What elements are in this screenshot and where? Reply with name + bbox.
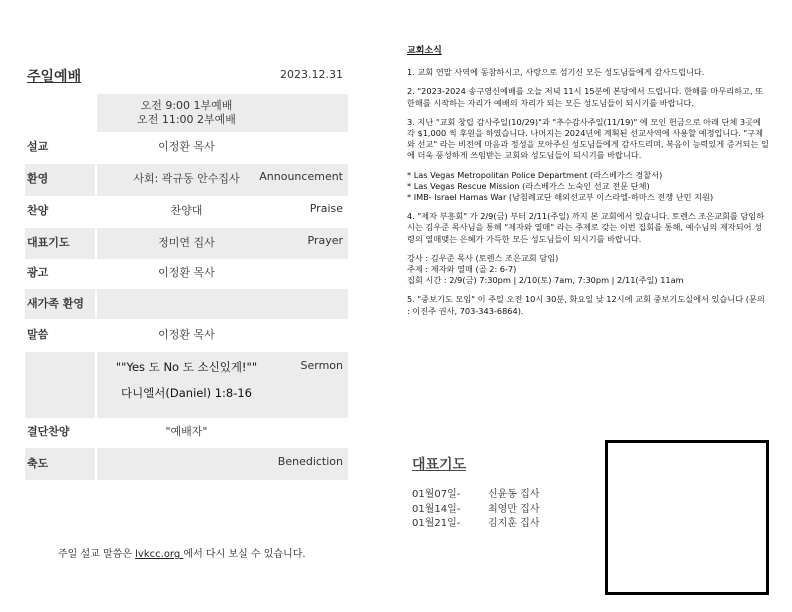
news-item-4: 4. "제자 부흥회" 가 2/9(금) 부터 2/11(주일) 까지 본 교회에서 있습니다. 토렌스 조은교회를 담임하시는 김우준 목사님을 통해 "제자와 열매" 라는 주제로 갖는 이번 집회를 통해, 예수님의 제자되어 성령의 열매맺는 은혜가 가득한 모든 성도님들이 되시기를 바랍니다.: [407, 211, 765, 244]
row-word: [25, 319, 348, 352]
news-item-5: 5. "중보기도 모임" 이 주일 오전 10시 30분, 화요일 낮 12시에 교회 중보기도실에서 있습니다 (문의 : 이진주 권사, 703-343-6864).: [407, 294, 765, 316]
news-item-2: 2. "2023-2024 송구영신예배를 오늘 저녁 11시 15분에 본당에서 드립니다. 한해를 마무리하고, 또 한해를 시작하는 자리가 예배의 자리가 되는 모든 성도님들이 되시기를 바랍니다.: [407, 86, 764, 108]
row-middle: 이정환 목사: [158, 266, 215, 279]
prayer-entry: [412, 488, 539, 503]
prayer-schedule: [412, 454, 539, 532]
prayer-date: 01월21일-: [412, 518, 461, 529]
prayer-name: 최영만 집사: [488, 503, 540, 515]
row-label: 결단찬양: [27, 425, 70, 438]
org-3: * IMB- Israel Hamas War (남침례교단 해외선교부 이스라엘-하마스 전쟁 난민 지원): [407, 192, 714, 203]
prayer-date: 01월07일-: [412, 489, 461, 500]
sermon-scripture: 다니엘서(Daniel) 1:8-16: [120, 386, 252, 400]
sermon-title: ""Yes 도 No 도 소신있게!"": [115, 360, 258, 374]
row-welcome: [25, 164, 348, 196]
row-label: 말씀: [27, 328, 49, 341]
footer-suffix: 에서 다시 보실 수 있습니다.: [183, 549, 306, 560]
prayer-schedule-list: [412, 488, 539, 532]
sermon-replay-note: [58, 545, 306, 560]
service-time-1: 오전 9:00 1부예배: [140, 99, 233, 112]
row-ads: [25, 259, 348, 289]
row-label: 찬양: [27, 204, 49, 217]
worship-date: 2023.12.31: [280, 68, 343, 81]
row-prayer: [25, 228, 348, 259]
row-label: 설교: [27, 140, 49, 153]
row-label: 새가족 환영: [27, 297, 84, 310]
row-sermon: [25, 352, 348, 418]
prayer-name: 김지훈 집사: [488, 518, 540, 529]
row-label: 광고: [27, 266, 49, 279]
revival-speaker: 강사 : 김우준 목사 (토렌스 조은교회 담임): [407, 252, 559, 263]
row-middle: 사회: 곽규동 안수집사: [133, 172, 240, 185]
prayer-name: 신윤동 집사: [488, 489, 540, 500]
worship-header: [25, 66, 348, 88]
worship-title: 주일예배: [27, 69, 82, 85]
row-decision-hymn: [25, 418, 348, 448]
row-new-family: [25, 289, 348, 319]
footer-prefix: 주일 설교 말씀은: [58, 549, 136, 560]
service-times-row: [25, 94, 348, 132]
row-right: Announcement: [259, 170, 343, 183]
news-item-1: 1. 교회 연말 사역에 동참하시고, 사랑으로 섬기신 모든 성도님들에게 감사드립니다.: [407, 67, 705, 78]
news-item-3: 3. 지난 "교회 창립 감사주일(10/29)"과 "추수감사주일(11/19)" 에 모인 헌금으로 아래 단체 3곳에 각 $1,000 씩 후원을 하였습니다. 나머지는 2024년에 계획된 선교사역에 사용할 예정입니다. "구제와 선교" 라는 비전에 마음과 정성을 모아주신 성도님들에게 감사드리며, 복음이 능력있게 증거되는 일에 더욱 풍성하게 쓰임받는 교회와 성도님들이 되시기를 바랍니다.: [407, 116, 769, 161]
row-middle: 이정환 목사: [158, 328, 215, 341]
prayer-date: 01월14일-: [412, 503, 461, 515]
church-news: [407, 46, 769, 325]
row-sermon-by: [25, 132, 348, 164]
website-link[interactable]: lvkcc.org: [135, 549, 184, 560]
row-middle: "예배자": [165, 425, 208, 438]
empty-image-frame: [605, 440, 769, 595]
row-right: Prayer: [307, 234, 343, 247]
row-label: 축도: [27, 457, 49, 470]
prayer-entry: [412, 517, 539, 532]
row-label: 대표기도: [27, 236, 70, 249]
org-1: * Las Vegas Metropolitan Police Department (라스베가스 경찰서): [407, 169, 663, 180]
news-title: 교회소식: [407, 46, 442, 56]
row-praise: [25, 196, 348, 228]
service-time-2: 오전 11:00 2부예배: [137, 113, 236, 126]
revival-theme: 주제 : 제자와 열매 (골 2: 6-7): [407, 264, 517, 275]
row-middle: 정미연 집사: [158, 236, 215, 249]
row-label: 환영: [27, 172, 49, 185]
prayer-schedule-title: 대표기도: [412, 457, 467, 473]
revival-times: 집회 시간 : 2/9(금) 7:30pm | 2/10(토) 7am, 7:30pm | 2/11(주일) 11am: [407, 275, 684, 286]
row-right: Benediction: [277, 455, 343, 468]
org-2: * Las Vegas Rescue Mission (라스베가스 노숙인 선교 전문 단체): [407, 180, 650, 191]
row-benediction: [25, 448, 348, 480]
row-middle: 찬양대: [170, 204, 203, 217]
row-right: Praise: [309, 202, 343, 215]
prayer-entry: [412, 503, 539, 518]
row-middle: 이정환 목사: [158, 140, 215, 153]
row-right: Sermon: [300, 359, 343, 372]
